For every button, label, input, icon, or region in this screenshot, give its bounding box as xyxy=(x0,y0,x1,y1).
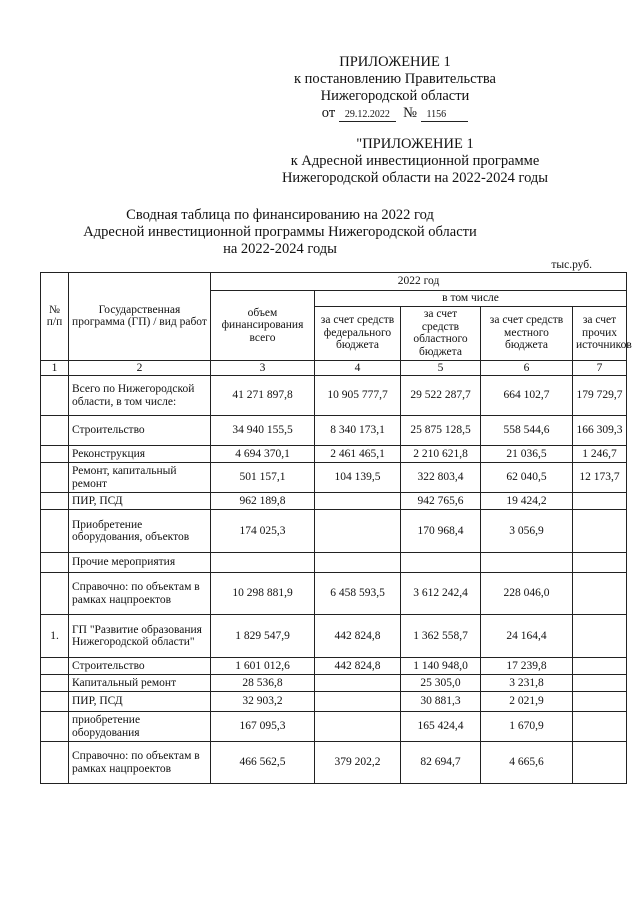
row-num xyxy=(41,510,69,553)
row-num xyxy=(41,463,69,493)
row-other xyxy=(573,658,627,675)
row-local: 664 102,7 xyxy=(481,376,573,416)
row-other xyxy=(573,615,627,658)
header-local: за счет средств местного бюджета xyxy=(481,306,573,360)
colnum: 1 xyxy=(41,360,69,376)
row-local: 1 670,9 xyxy=(481,712,573,742)
row-local: 21 036,5 xyxy=(481,446,573,463)
header-num: № п/п xyxy=(41,273,69,361)
row-federal xyxy=(315,510,401,553)
row-other xyxy=(573,573,627,615)
header-regional: за счет средств областного бюджета xyxy=(401,306,481,360)
row-federal: 2 461 465,1 xyxy=(315,446,401,463)
appendix2-header xyxy=(0,136,640,187)
row-regional xyxy=(401,553,481,573)
row-regional: 82 694,7 xyxy=(401,742,481,784)
row-name: Реконструкция xyxy=(69,446,211,463)
row-local: 62 040,5 xyxy=(481,463,573,493)
row-other xyxy=(573,742,627,784)
table-row xyxy=(41,446,627,463)
row-regional: 25 875 128,5 xyxy=(401,416,481,446)
row-federal xyxy=(315,712,401,742)
table-row xyxy=(41,615,627,658)
colnum: 4 xyxy=(315,360,401,376)
ot-label: от xyxy=(321,105,336,121)
table-row xyxy=(41,573,627,615)
row-regional: 30 881,3 xyxy=(401,692,481,712)
row-regional: 3 612 242,4 xyxy=(401,573,481,615)
row-total: 32 903,2 xyxy=(211,692,315,712)
row-local: 4 665,6 xyxy=(481,742,573,784)
row-local: 2 021,9 xyxy=(481,692,573,712)
row-total: 4 694 370,1 xyxy=(211,446,315,463)
row-other xyxy=(573,493,627,510)
table-row xyxy=(41,692,627,712)
row-name: приобретение оборудования xyxy=(69,712,211,742)
row-other xyxy=(573,553,627,573)
row-name: ГП "Развитие образования Нижегородской области" xyxy=(69,615,211,658)
row-num xyxy=(41,446,69,463)
row-regional: 170 968,4 xyxy=(401,510,481,553)
row-num xyxy=(41,416,69,446)
appendix2-line2: к Адресной инвестиционной программе xyxy=(290,153,540,169)
row-regional: 2 210 621,8 xyxy=(401,446,481,463)
table-title-line3: на 2022-2024 годы xyxy=(223,241,337,257)
financing-table xyxy=(40,272,632,784)
row-name: Справочно: по объектам в рамках нацпроектов xyxy=(69,742,211,784)
row-federal: 10 905 777,7 xyxy=(315,376,401,416)
row-name: Строительство xyxy=(69,658,211,675)
row-total: 1 601 012,6 xyxy=(211,658,315,675)
header-other: за счет прочих источников xyxy=(573,306,627,360)
row-other xyxy=(573,712,627,742)
row-federal: 379 202,2 xyxy=(315,742,401,784)
row-federal xyxy=(315,553,401,573)
row-federal: 6 458 593,5 xyxy=(315,573,401,615)
row-regional: 25 305,0 xyxy=(401,675,481,692)
appendix-header xyxy=(0,54,640,122)
row-total: 28 536,8 xyxy=(211,675,315,692)
row-name: Всего по Нижегородской области, в том числе: xyxy=(69,376,211,416)
table-row xyxy=(41,416,627,446)
row-regional: 942 765,6 xyxy=(401,493,481,510)
row-total: 41 271 897,8 xyxy=(211,376,315,416)
table-row xyxy=(41,712,627,742)
row-name: ПИР, ПСД xyxy=(69,493,211,510)
header-incl: в том числе xyxy=(315,291,627,307)
table-title-line1: Сводная таблица по финансированию на 2022 год xyxy=(126,207,434,223)
row-local: 24 164,4 xyxy=(481,615,573,658)
row-local: 228 046,0 xyxy=(481,573,573,615)
row-num xyxy=(41,675,69,692)
row-federal: 104 139,5 xyxy=(315,463,401,493)
decree-number: 1156 xyxy=(421,109,469,122)
appendix-date-line xyxy=(75,105,640,122)
row-local: 558 544,6 xyxy=(481,416,573,446)
row-local: 19 424,2 xyxy=(481,493,573,510)
row-total: 501 157,1 xyxy=(211,463,315,493)
row-name: Ремонт, капитальный ремонт xyxy=(69,463,211,493)
row-federal: 442 824,8 xyxy=(315,615,401,658)
row-num: 1. xyxy=(41,615,69,658)
colnum: 3 xyxy=(211,360,315,376)
row-num xyxy=(41,553,69,573)
row-regional: 322 803,4 xyxy=(401,463,481,493)
appendix2-title: "ПРИЛОЖЕНИЕ 1 xyxy=(356,136,474,152)
row-total: 1 829 547,9 xyxy=(211,615,315,658)
table-row xyxy=(41,376,627,416)
row-num xyxy=(41,573,69,615)
table-row xyxy=(41,510,627,553)
header-total: объем финансирования всего xyxy=(211,291,315,361)
row-total: 34 940 155,5 xyxy=(211,416,315,446)
row-num xyxy=(41,712,69,742)
row-total: 174 025,3 xyxy=(211,510,315,553)
number-sign: № xyxy=(403,105,417,121)
row-num xyxy=(41,658,69,675)
colnum: 6 xyxy=(481,360,573,376)
row-regional: 165 424,4 xyxy=(401,712,481,742)
colnum: 5 xyxy=(401,360,481,376)
row-total: 466 562,5 xyxy=(211,742,315,784)
colnum: 2 xyxy=(69,360,211,376)
row-regional: 29 522 287,7 xyxy=(401,376,481,416)
appendix-title: ПРИЛОЖЕНИЕ 1 xyxy=(339,54,451,70)
row-federal xyxy=(315,692,401,712)
row-total: 10 298 881,9 xyxy=(211,573,315,615)
table-title xyxy=(0,207,640,258)
row-num xyxy=(41,742,69,784)
row-name: Справочно: по объектам в рамках нацпроектов xyxy=(69,573,211,615)
appendix2-line3: Нижегородской области на 2022-2024 годы xyxy=(281,170,549,186)
colnum: 7 xyxy=(573,360,627,376)
row-other xyxy=(573,675,627,692)
table-row xyxy=(41,742,627,784)
table-row xyxy=(41,675,627,692)
row-local: 3 056,9 xyxy=(481,510,573,553)
row-regional: 1 140 948,0 xyxy=(401,658,481,675)
row-other: 179 729,7 xyxy=(573,376,627,416)
row-total: 167 095,3 xyxy=(211,712,315,742)
row-name: Приобретение оборудования, объектов xyxy=(69,510,211,553)
row-total: 962 189,8 xyxy=(211,493,315,510)
header-year: 2022 год xyxy=(211,273,627,291)
row-other: 12 173,7 xyxy=(573,463,627,493)
row-local xyxy=(481,553,573,573)
row-other xyxy=(573,510,627,553)
row-federal xyxy=(315,675,401,692)
row-num xyxy=(41,376,69,416)
header-program: Государственная программа (ГП) / вид работ xyxy=(69,273,211,361)
row-federal: 8 340 173,1 xyxy=(315,416,401,446)
row-num xyxy=(41,493,69,510)
appendix-line2: к постановлению Правительства xyxy=(294,71,496,87)
table-row xyxy=(41,463,627,493)
appendix-line3: Нижегородской области xyxy=(320,88,470,104)
row-name: Капитальный ремонт xyxy=(69,675,211,692)
row-total xyxy=(211,553,315,573)
table-title-line2: Адресной инвестиционной программы Нижегородской области xyxy=(83,224,477,240)
row-name: Прочие мероприятия xyxy=(69,553,211,573)
row-local: 3 231,8 xyxy=(481,675,573,692)
row-regional: 1 362 558,7 xyxy=(401,615,481,658)
row-other xyxy=(573,692,627,712)
row-name: ПИР, ПСД xyxy=(69,692,211,712)
row-federal xyxy=(315,493,401,510)
row-federal: 442 824,8 xyxy=(315,658,401,675)
table-body xyxy=(41,376,627,784)
row-num xyxy=(41,692,69,712)
row-other: 166 309,3 xyxy=(573,416,627,446)
table-row xyxy=(41,658,627,675)
units-label: тыс.руб. xyxy=(551,259,592,271)
row-local: 17 239,8 xyxy=(481,658,573,675)
row-other: 1 246,7 xyxy=(573,446,627,463)
header-federal: за счет средств федерального бюджета xyxy=(315,306,401,360)
table-row xyxy=(41,553,627,573)
row-name: Строительство xyxy=(69,416,211,446)
decree-date: 29.12.2022 xyxy=(339,109,396,122)
table-row xyxy=(41,493,627,510)
